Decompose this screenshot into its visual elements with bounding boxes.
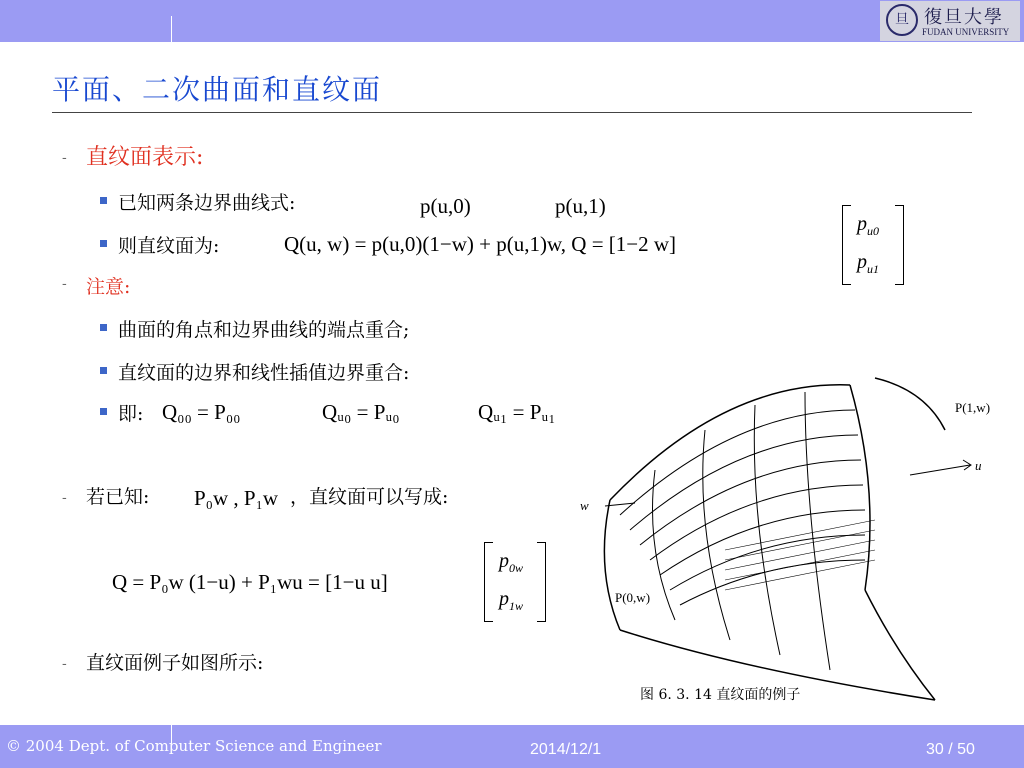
- matrix-pu: [842, 205, 904, 285]
- matrix-pu-row1: p: [857, 213, 867, 235]
- label-u: u: [975, 458, 982, 473]
- math-curve0: p(u,0): [420, 194, 471, 218]
- slide-title: 平面、二次曲面和直纹面: [52, 73, 383, 106]
- logo-english-name: FUDAN UNIVERSITY: [922, 27, 1010, 37]
- text-ruled-is: 则直纹面为:: [118, 235, 220, 257]
- matrix-pu-row1-sub: u0: [867, 224, 879, 238]
- bullet-icon: [100, 324, 107, 331]
- math-eq3: Qᵤ₁ = Pᵤ₁: [478, 400, 556, 424]
- label-p1w: P(1,w): [955, 400, 991, 415]
- dash-marker: -: [62, 150, 67, 166]
- heading-note: 注意:: [86, 276, 131, 298]
- footer-page-number: 30 / 50: [926, 741, 975, 758]
- ruled-surface-figure: [575, 370, 1020, 710]
- math-eq1: Q₀₀ = P₀₀: [162, 400, 241, 424]
- matrix-pw: [484, 542, 546, 622]
- text-example: 直纹面例子如图所示:: [86, 652, 264, 674]
- label-w: w: [580, 498, 589, 513]
- bullet-icon: [100, 240, 107, 247]
- university-seal-icon: 旦: [886, 4, 918, 36]
- text-boundary: 直纹面的边界和线性插值边界重合:: [118, 362, 410, 384]
- logo-chinese-name: 復旦大學: [924, 7, 1004, 28]
- top-bar: [0, 0, 1024, 42]
- math-formula2: Q = P₀w (1−u) + P₁wu = [1−u u]: [112, 570, 388, 594]
- dash-marker: -: [62, 490, 67, 506]
- title-divider: [52, 112, 972, 113]
- heading-ruled-representation: 直纹面表示:: [86, 145, 204, 170]
- text-corner-points: 曲面的角点和边界曲线的端点重合;: [118, 319, 410, 341]
- text-can-write: ，直纹面可以写成:: [290, 486, 449, 508]
- matrix-pw-row2-sub: 1w: [509, 599, 524, 613]
- matrix-pw-row1-sub: 0w: [509, 561, 524, 575]
- math-known-vals: P₀w , P₁w: [194, 486, 279, 510]
- matrix-pu-row2-sub: u1: [867, 262, 879, 276]
- top-bar-divider: [171, 16, 172, 42]
- bullet-icon: [100, 408, 107, 415]
- text-namely: 即:: [118, 403, 144, 425]
- math-ruled-formula: Q(u, w) = p(u,0)(1−w) + p(u,1)w, Q = [1−2 w]: [284, 232, 677, 256]
- matrix-pw-row1: p: [499, 550, 509, 572]
- bullet-icon: [100, 197, 107, 204]
- matrix-pw-row2: p: [499, 588, 509, 610]
- text-if-known: 若已知:: [86, 486, 150, 508]
- bullet-icon: [100, 367, 107, 374]
- footer-date: 2014/12/1: [530, 741, 602, 758]
- dash-marker: -: [62, 656, 67, 672]
- footer-copyright: © 2004 Dept. of Computer Science and Engineer: [6, 737, 382, 755]
- math-curve1: p(u,1): [555, 194, 606, 218]
- text-known-curves: 已知两条边界曲线式:: [118, 192, 296, 214]
- figure-caption: 图 6. 3. 14 直纹面的例子: [640, 687, 801, 703]
- fudan-logo: [880, 1, 1020, 41]
- footer-bar: [0, 725, 1024, 768]
- label-p0w: P(0,w): [615, 590, 651, 605]
- matrix-pu-row2: p: [857, 251, 867, 273]
- math-eq2: Qᵤ₀ = Pᵤ₀: [322, 400, 400, 424]
- dash-marker: -: [62, 276, 67, 292]
